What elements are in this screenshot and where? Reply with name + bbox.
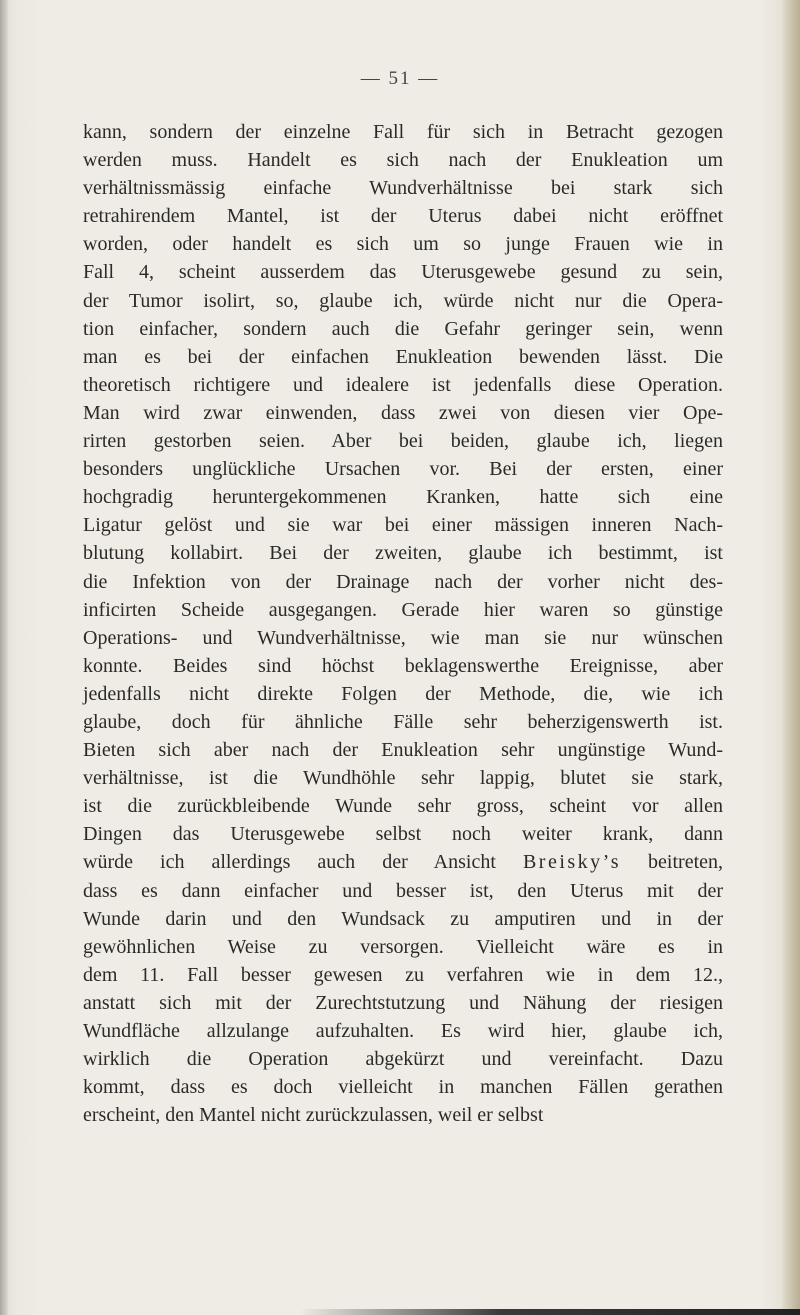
text-line: verhältnisse, ist die Wundhöhle sehr lappig, blutet sie stark, <box>83 767 723 790</box>
text-line: besonders unglückliche Ursachen vor. Bei der ersten, einer <box>83 458 723 481</box>
text-line: Operations- und Wundverhältnisse, wie man sie nur wünschen <box>83 626 723 649</box>
text-line: die Infektion von der Drainage nach der vorher nicht des- <box>83 570 723 593</box>
text-line: hochgradig heruntergekommenen Kranken, hatte sich eine <box>83 486 723 509</box>
text-line: gewöhnlichen Weise zu versorgen. Vielleicht wäre es in <box>83 935 723 958</box>
text-line: werden muss. Handelt es sich nach der Enukleation um <box>83 149 723 172</box>
text-line: kommt, dass es doch vielleicht in manchen Fällen gerathen <box>83 1076 723 1099</box>
text-line: erscheint, den Mantel nicht zurückzulassen, weil er selbst <box>83 1104 544 1127</box>
text-line: der Tumor isolirt, so, glaube ich, würde nicht nur die Opera- <box>83 289 723 312</box>
text-line: tion einfacher, sondern auch die Gefahr geringer sein, wenn <box>83 317 723 340</box>
text-line: dass es dann einfacher und besser ist, den Uterus mit der <box>83 879 723 902</box>
text-line-breisky <box>83 848 723 876</box>
page-binding-shadow <box>0 0 8 1315</box>
text-line: theoretisch richtigere und idealere ist jedenfalls diese Operation. <box>83 373 723 396</box>
text-segment: beitreten, <box>648 851 724 874</box>
text-line: worden, oder handelt es sich um so junge Frauen wie in <box>83 233 723 256</box>
text-line: rirten gestorben seien. Aber bei beiden, glaube ich, liegen <box>83 430 723 453</box>
text-line: anstatt sich mit der Zurechtstutzung und Nähung der riesigen <box>83 991 723 1014</box>
text-line: glaube, doch für ähnliche Fälle sehr beherzigenswerth ist. <box>83 710 723 733</box>
text-line: verhältnissmässig einfache Wundverhältnisse bei stark sich <box>83 177 723 200</box>
text-line: jedenfalls nicht direkte Folgen der Methode, die, wie ich <box>83 682 723 705</box>
text-line: inficirten Scheide ausgegangen. Gerade hier waren so günstige <box>83 598 723 621</box>
text-line: retrahirendem Mantel, ist der Uterus dabei nicht eröffnet <box>83 205 723 228</box>
text-line: Wunde darin und den Wundsack zu amputiren und in der <box>83 907 723 930</box>
text-line: wirklich die Operation abgekürzt und vereinfacht. Dazu <box>83 1048 723 1071</box>
text-line: Wundfläche allzulange aufzuhalten. Es wird hier, glaube ich, <box>83 1020 723 1042</box>
text-line: blutung kollabirt. Bei der zweiten, glaube ich bestimmt, ist <box>83 542 723 565</box>
text-line: kann, sondern der einzelne Fall für sich in Betracht gezogen <box>83 121 723 143</box>
text-line: dem 11. Fall besser gewesen zu verfahren wie in dem 12., <box>83 963 723 986</box>
text-line: Bieten sich aber nach der Enukleation sehr ungünstige Wund- <box>83 739 723 762</box>
author-name-spaced: Breisky’s <box>522 851 621 874</box>
text-line: Ligatur gelöst und sie war bei einer mässigen inneren Nach- <box>83 514 723 537</box>
text-line: Dingen das Uterusgewebe selbst noch weiter krank, dann <box>83 823 723 846</box>
page-right-edge <box>782 0 800 1315</box>
text-line: man es bei der einfachen Enukleation bewenden lässt. Die <box>83 345 723 368</box>
body-text <box>83 118 723 1129</box>
page-number: — 51 — <box>360 68 440 89</box>
text-segment: würde ich allerdings auch der Ansicht <box>83 851 496 874</box>
page-bottom-edge <box>300 1309 800 1315</box>
text-line: Man wird zwar einwenden, dass zwei von diesen vier Ope- <box>83 401 723 424</box>
text-line: ist die zurückbleibende Wunde sehr gross, scheint vor allen <box>83 795 723 818</box>
text-line: konnte. Beides sind höchst beklagenswerthe Ereignisse, aber <box>83 654 723 677</box>
text-line: Fall 4, scheint ausserdem das Uterusgewebe gesund zu sein, <box>83 261 723 284</box>
